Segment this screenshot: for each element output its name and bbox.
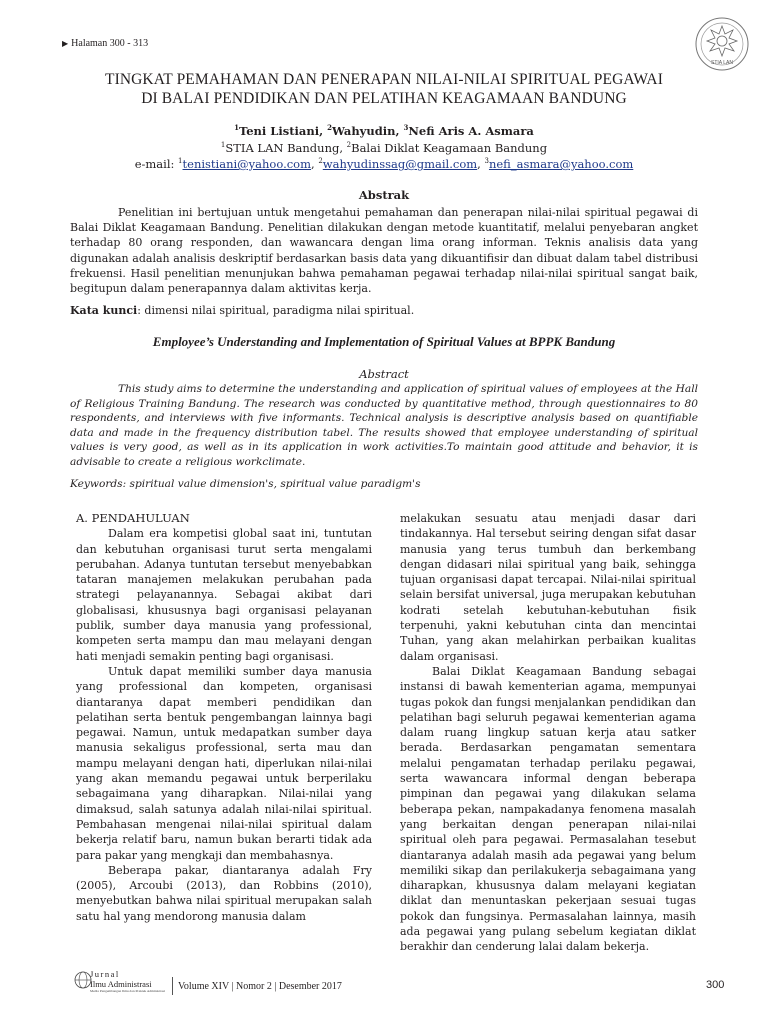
journal-line-1: Jurnal <box>90 969 120 979</box>
email-2-sup: 2 <box>318 157 323 166</box>
section-heading: A. PENDAHULUAN <box>76 511 190 525</box>
author-2-sup: 2 <box>327 123 332 133</box>
affil-2-sup: 2 <box>346 141 352 150</box>
kata-kunci <box>70 304 698 317</box>
volume-info: Volume XIV | Nomor 2 | Desember 2017 <box>178 981 342 992</box>
page-range-text: Halaman 300 - 313 <box>71 38 149 49</box>
email-line: e-mail: $^1$tenistiani@yahoo.com, $^2$wahyudinssag@gmail.com, $^3$nefi_asmara@yahoo.com <box>134 157 634 171</box>
email-link-3[interactable]: nefi_asmara@yahoo.com <box>488 157 634 171</box>
abstract-paragraph: This study aims to determine the understanding and application of spiritual values of employees at the Hall of Religious Training Bandung. The research was conducted by quantitative method, through questionnaires to 80 respondents, and interviews with five informants. Technical analysis is descriptive analysis based on quantifiable data and made in the frequency distribution tabel. The results showed that employee understanding of spiritual values is very good, as well as in its application in work activities.To maintain good attitude and behavior, it is advisable to create a religious workclimate. <box>70 383 698 468</box>
left-column <box>76 511 372 924</box>
author-3-sup: 3 <box>403 123 409 133</box>
email-1-sup: 1 <box>178 157 183 166</box>
affil-1: STIA LAN Bandung, <box>225 141 347 155</box>
abstract-heading: Abstract <box>359 367 409 381</box>
journal-tagline: Media Pengembangan Ilmu dan Praktek Administrasi <box>90 989 165 993</box>
kata-kunci-label: Kata kunci <box>70 304 138 317</box>
logo-text: STIA LAN <box>711 60 733 66</box>
right-paragraph-2: Balai Diklat Keagamaan Bandung sebagai instansi di bawah kementerian agama, mempunyai tugas pokok dan fungsi menjalankan pendidikan dan pelatihan bagi seluruh pegawai kementerian agama dalam ruang lingkup satuan kerja atau satker berada. Berdasarkan pengamatan sementara melalui pengamatan terhadap perilaku pegawai, serta wawancara informal dengan beberapa pimpinan dan pegawai yang dilakukan selama beberapa pekan, nampakadanya fenomena masalah yang berkaitan dengan penerapan nilai-nilai spiritual oleh para pegawai. Permasalahan tesebut diantaranya adalah masih ada pegawai yang belum memiliki sikap dan perilakukerja sebagaimana yang diharapkan, khususnya dalam melayani kegiatan diklat dan menuntaskan pekerjaan sesuai tugas pokok dan fungsinya. Permasalahan lainnya, masih ada pegawai yang pulang sebelum kegiatan diklat berakhir dan cenderung lalai dalam bekerja. <box>400 664 696 954</box>
right-paragraph-1: melakukan sesuatu atau menjadi dasar dari tindakannya. Hal tersebut seiring dengan sifat dasar manusia yang terus tumbuh dan berkembang dengan didasari nilai spiritual yang baik, sehingga tujuan organisasi dapat tercapai. Nilai-nilai spiritual selain bersifat universal, juga merupakan kebutuhan kodrati setelah kebutuhan-kebutuhan fisik terpenuhi, yakni kebutuhan cinta dan mencintai Tuhan, yang akan melahirkan perbaikan kualitas dalam organisasi. <box>400 512 696 663</box>
author-1: Teni Listiani, <box>238 124 328 138</box>
page-range <box>62 38 148 49</box>
footer-divider <box>172 977 173 995</box>
affil-2: Balai Diklat Keagamaan Bandung <box>351 141 548 155</box>
left-paragraph-2: Untuk dapat memiliki sumber daya manusia yang professional dan kompeten, organisasi diantaranya dapat memberi pendidikan dan pelatihan serta bentuk pengembangan lainnya bagi pegawai. Namun, untuk medapatkan sumber daya manusia sekaligus professional, serta mau dan mampu melayani dengan hati, diperlukan nilai-nilai yang akan memandu pegawai untuk berperilaku sebagaimana yang diharapkan. Nilai-nilai yang dimaksud, salah satunya adalah nilai-nilai spiritual. Pembahasan mengenai nilai-nilai spiritual dalam bekerja relatif baru, namun bukan berarti tidak ada para pakar yang mengkaji dan membahasnya. <box>76 664 372 862</box>
abstrak-paragraph: Penelitian ini bertujuan untuk mengetahui pemahaman dan penerapan nilai-nilai spiritual pegawai di Balai Diklat Keagamaan Bandung. Penelitian dilakukan dengan metode kuantitatif, melalui penyebaran angket terhadap 80 orang responden, dan wawancara dengan lima orang informan. Teknis analisis data yang digunakan adalah analisis deskriptif berdasarkan basis data yang dikuantifisir dan dibuat dalam tabel distribusi frekuensi. Hasil penelitian menunjukan bahwa pemahaman pegawai terhadap nilai-nilai spiritual sangat baik, begitupun dalam penerapannya dalam aktivitas kerja. <box>70 206 698 296</box>
abstract-body <box>70 382 698 470</box>
english-title: Employee’s Understanding and Implementation of Spiritual Values at BPPK Bandung <box>152 334 616 349</box>
affiliations <box>60 141 708 155</box>
author-3: Nefi Aris A. Asmara <box>408 124 534 138</box>
author-1-sup: 1 <box>234 123 239 133</box>
keywords: Keywords: spiritual value dimension's, spiritual value paradigm's <box>70 478 421 490</box>
kata-kunci-text: : dimensi nilai spiritual, paradigma nilai spiritual. <box>137 304 415 317</box>
email-3-sup: 3 <box>484 157 489 166</box>
left-paragraph-3: Beberapa pakar, diantaranya adalah Fry (2005), Arcoubi (2013), dan Robbins (2010), menyebutkan bahwa nilai spiritual merupakan salah satu hal yang mendorong manusia dalam <box>76 863 372 923</box>
abstrak-heading: Abstrak <box>358 188 410 202</box>
paper-title <box>60 70 708 108</box>
author-list <box>60 124 708 138</box>
journal-line-2: Ilmu Administrasi <box>90 978 152 989</box>
email-label: e-mail: <box>134 157 179 171</box>
affil-1-sup: 1 <box>220 141 226 150</box>
right-column <box>400 511 696 955</box>
left-paragraph-1: Dalam era kompetisi global saat ini, tuntutan dan kebutuhan organisasi turut serta mengalami perubahan. Adanya tuntutan tersebut menyebabkan tataran manajemen melakukan perubahan pada strategi pelayanannya. Sebagai akibat dari globalisasi, khususnya bagi organisasi pelayanan publik, sumber daya manusia yang professional, kompeten serta mampu dan mau melayani dengan hati menjadi semakin penting bagi organisasi. <box>76 527 372 663</box>
email-link-1[interactable]: tenistiani@yahoo.com <box>182 157 311 171</box>
email-link-2[interactable]: wahyudinssag@gmail.com <box>322 157 478 171</box>
play-arrow-icon: ▶ <box>62 39 69 48</box>
title-line-2: DI BALAI PENDIDIKAN DAN PELATIHAN KEAGAMAAN BANDUNG <box>141 90 627 107</box>
stia-lan-logo <box>694 16 750 72</box>
abstrak-body <box>70 205 698 296</box>
title-line-1: TINGKAT PEMAHAMAN DAN PENERAPAN NILAI-NILAI SPIRITUAL PEGAWAI <box>105 71 663 88</box>
author-2: Wahyudin, <box>331 124 404 138</box>
page-number: 300 <box>706 979 725 991</box>
journal-name <box>90 970 165 993</box>
